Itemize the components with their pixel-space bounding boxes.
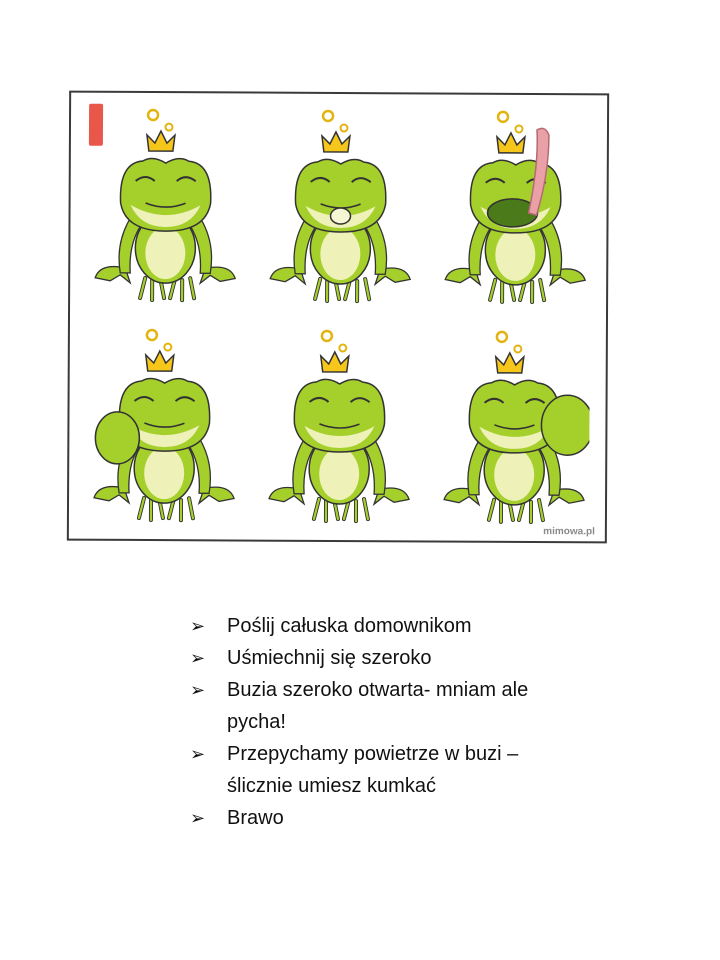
list-item: ➢ Przepychamy powietrze w buzi – ślicznie umiesz kumkać [190,738,550,802]
frog-kiss [90,103,241,304]
arrow-bullet-icon: ➢ [190,616,206,636]
arrow-bullet-icon: ➢ [190,808,206,828]
frog-tongue [440,105,591,306]
frog-illustration-card [67,91,609,544]
watermark: mimowa.pl [543,526,595,538]
arrow-bullet-icon: ➢ [190,648,206,668]
list-item: ➢ Poślij całuska domownikom [190,610,550,642]
instruction-list [190,610,550,834]
frog-smile [264,324,415,525]
frog-cheek [89,323,240,524]
arrow-bullet-icon: ➢ [190,744,206,764]
frog-croak [439,325,590,526]
list-item: ➢ Brawo [190,802,550,834]
arrow-bullet-icon: ➢ [190,680,206,700]
list-item: ➢ Buzia szeroko otwarta- mniam ale pycha! [190,674,550,738]
list-item: ➢ Uśmiechnij się szeroko [190,642,550,674]
frog-pucker [265,104,416,305]
